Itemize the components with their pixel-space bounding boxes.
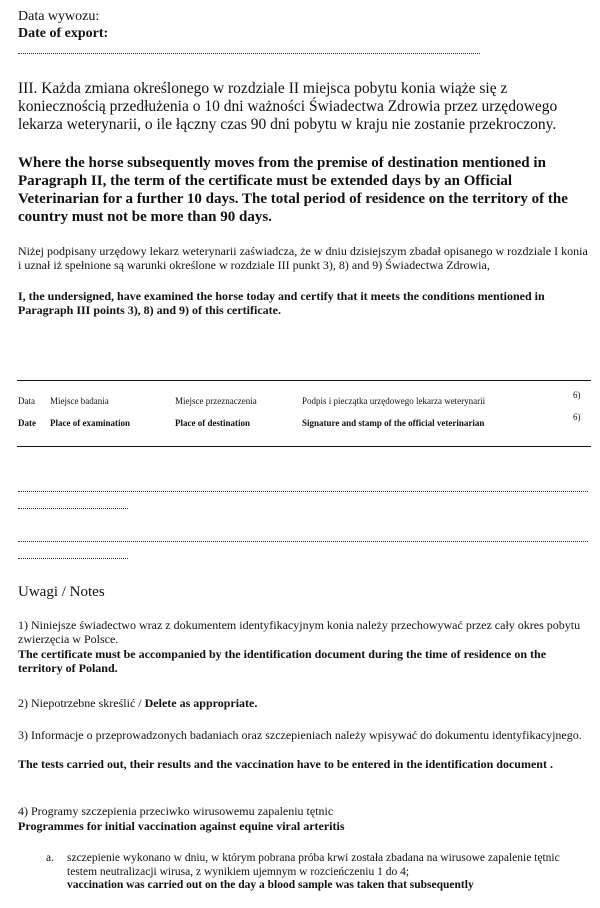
export-date-field (18, 53, 480, 54)
footnote-en: 6) (573, 412, 581, 422)
section3-en: Where the horse subsequently moves from the premise of destination mentioned in Paragraph II, the term of the certificate must be extended days by an Official Veterinarian for a further 10 days. The total period of residence on the territory of the country must not be more than 90 days. (18, 155, 568, 225)
entry-line-1b (18, 508, 128, 509)
table-top-rule (17, 380, 591, 381)
note-1-pl: 1) Niniejsze świadectwo wraz z dokumentem identyfikacyjnym konia należy przechowywać przez cały okres pobytu zwierzęcia w Polsce. (18, 618, 581, 646)
item-a-marker: a. (46, 852, 54, 864)
certify-en: I, the undersigned, have examined the horse today and certify that it meets the conditions mentioned in Paragraph III points 3), 8) and 9) of this certificate. (18, 289, 545, 317)
footnote-pl: 6) (573, 390, 581, 400)
notes-heading: Uwagi / Notes (18, 584, 105, 600)
entry-line-2b (18, 558, 128, 559)
note-3-en: The tests carried out, their results and the vaccination have to be entered in the identification document . (18, 757, 553, 771)
col-destination-pl: Miejsce przeznaczenia (175, 396, 257, 406)
col-destination-en: Place of destination (175, 418, 250, 428)
note-1-en: The certificate must be accompanied by the identification document during the time of residence on the territory of Poland. (18, 647, 547, 675)
col-place-exam-en: Place of examination (50, 418, 130, 428)
export-date-label-pl: Data wywozu: (18, 9, 100, 24)
col-signature-en: Signature and stamp of the official veterinarian (302, 418, 485, 428)
col-date-pl: Data (18, 396, 35, 406)
entry-line-2 (18, 541, 588, 542)
item-a-en: vaccination was carried out on the day a blood sample was taken that subsequently (67, 879, 474, 891)
col-place-exam-pl: Miejsce badania (50, 396, 109, 406)
export-date-label-en: Date of export: (18, 26, 109, 41)
certify-pl: Niżej podpisany urzędowy lekarz weterynarii zaświadcza, że w dniu dzisiejszym zbadał opisanego w rozdziale I konia i uznał iż spełnione są warunki określone w rozdziale III punkt 3), 8) and 9) Świadectwa Zdrowia, (18, 244, 588, 272)
col-date-en: Date (18, 418, 36, 428)
note-2 (18, 696, 590, 710)
section3-pl: III. Każda zmiana określonego w rozdziale II miejsca pobytu konia wiąże się z koniecznością przedłużenia o 10 dni ważności Świadectwa Zdrowia przez urzędowego lekarza weterynarii, o ile łączny czas 90 dni pobytu w kraju nie zostanie przekroczony. (18, 80, 558, 133)
table-bottom-rule (17, 446, 591, 447)
note-3-pl: 3) Informacje o przeprowadzonych badaniach oraz szczepieniach należy wpisywać do dokumentu identyfikacyjnego. (18, 728, 582, 742)
note-2-pl: 2) Niepotrzebne skreślić / (18, 696, 145, 710)
note-4-en: Programmes for initial vaccination against equine viral arteritis (18, 819, 345, 833)
entry-line-1 (18, 491, 588, 492)
col-signature-pl: Podpis i pieczątka urzędowego lekarza weterynarii (302, 396, 486, 406)
note-2-en: Delete as appropriate. (144, 696, 258, 710)
note-4-pl: 4) Programy szczepienia przeciwko wirusowemu zapaleniu tętnic (18, 804, 334, 818)
item-a-pl: szczepienie wykonano w dniu, w którym pobrana próba krwi została zbadana na wirusowe zapalenie tętnic testem neutralizacji wirusa, z wynikiem ujemnym w rozcieńczeniu 1 do 4; (67, 852, 560, 878)
